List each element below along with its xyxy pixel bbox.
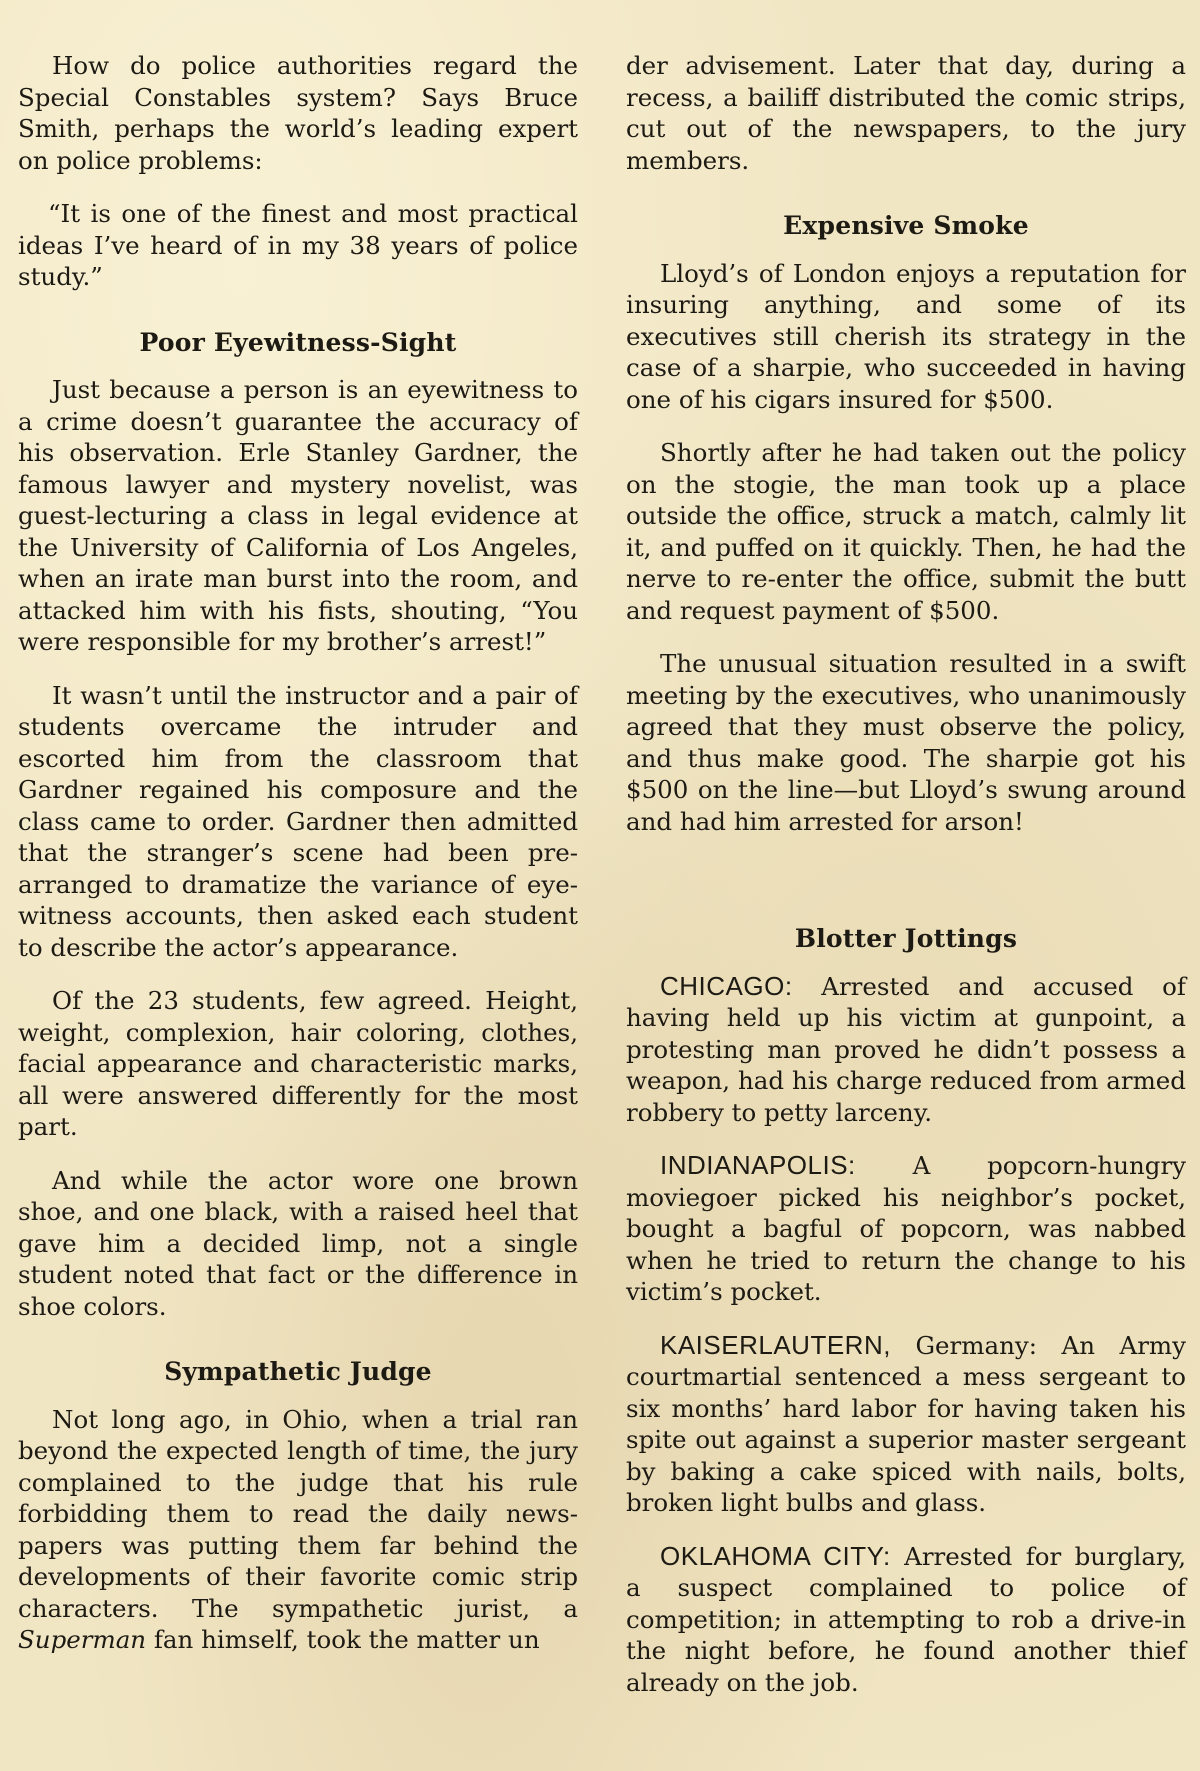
- heading-sympathetic-judge: Sympathetic Judge: [164, 1357, 432, 1386]
- blotter-place-kaiserlautern: KAISERLAUTERN,: [660, 1329, 891, 1360]
- blotter-text-chicago: Arrested and accused of having held up his victim at gunpoint, a protesting man proved he didn’t possess a weapon, had his charge reduced from armed robbery to petty larceny.: [626, 971, 1186, 1127]
- blotter-item-oklahoma-city: [626, 1541, 1186, 1699]
- blotter-text-indianapolis: A popcorn-hungry moviegoer picked his neighbor’s pocket, bought a bagful of popcorn, was nabbed when he tried to return the change to his victim’s pocket.: [626, 1151, 1186, 1306]
- heading-poor-eyewitness-sight: Poor Eyewitness-Sight: [139, 327, 457, 357]
- heading-expensive-smoke: Expensive Smoke: [783, 211, 1029, 240]
- blotter-place-indianapolis: INDIANAPOLIS:: [660, 1150, 856, 1180]
- judge-paragraph: [18, 1404, 578, 1656]
- eyewitness-paragraph-4: And while the actor wore one brown shoe, and one black, with a raised heel that gave him a decided limp, not a single student noted that fact or the difference in shoe colors.: [18, 1165, 578, 1321]
- blotter-item-kaiserlautern: [626, 1330, 1186, 1519]
- blotter-text-oklahoma-city: Arrested for burglary, a suspect complained to police of competition; in attempting to rob a drive-in the night before, he found another thief already on the job.: [626, 1541, 1187, 1697]
- judge-continuation-paragraph: der advisement. Later that day, during a recess, a bailiff distributed the comic strips, cut out of the newspapers, to the jury members.: [626, 51, 1186, 175]
- blotter-place-oklahoma-city: OKLAHOMA CITY:: [660, 1540, 891, 1571]
- section-spacer: [626, 859, 1186, 889]
- intro-paragraph: How do police authorities regard the Special Constables system? Says Bruce Smith, perhaps the world’s leading expert on police problems:: [18, 51, 578, 175]
- eyewitness-paragraph-2: It wasn’t until the instructor and a pair of students overcame the intruder and escorted him from the classroom that Gardner regained his composure and the class came to order. Gardner then admitted that the stranger’s scene had been prearranged to dramatize the variance of eyewitness accounts, then asked each student to describe the actor’s appearance.: [18, 680, 578, 962]
- smoke-paragraph-2: Shortly after he had taken out the policy on the stogie, the man took up a place outside the office, struck a match, calmly lit it, and puffed on it quickly. Then, he had the nerve to re-enter the office, submit the butt and request payment of $500.: [626, 438, 1186, 625]
- superman-italic: Superman: [18, 1625, 147, 1654]
- smoke-paragraph-3: The unusual situation resulted in a swift meeting by the executives, who unanimously agreed that they must observe the policy, and thus make good. The sharpie got his $500 on the line—but Lloyd’s swung around and had him arrested for arson!: [626, 649, 1186, 836]
- left-column: [18, 50, 578, 1750]
- quote-paragraph: “It is one of the finest and most practical ideas I’ve heard of in my 38 years of police study.”: [18, 199, 578, 291]
- magazine-page: [18, 50, 1186, 1750]
- judge-text-end: fan himself, took the matter un: [146, 1625, 540, 1654]
- heading-blotter-jottings: Blotter Jottings: [794, 924, 1018, 953]
- blotter-text-kaiserlautern: Germany: An Army courtmartial sentenced a mess sergeant to six months’ hard labor for having taken his spite out against a superior master sergeant by baking a cake spiced with nails, bolts, broken light bulbs and glass.: [626, 1330, 1186, 1517]
- judge-text-start: Not long ago, in Ohio, when a trial ran beyond the expected length of time, the jury complained to the judge that his rule forbidding them to read the daily newspapers was putting them far behind the developments of their favorite comic strip characters. The sympathetic jurist, a: [18, 1404, 578, 1623]
- right-column: [626, 50, 1186, 1750]
- blotter-place-chicago: CHICAGO:: [660, 970, 793, 1001]
- blotter-item-chicago: [626, 971, 1186, 1129]
- smoke-paragraph-1: Lloyd’s of London enjoys a reputation for insuring anything, and some of its executives still cherish its strategy in the case of a sharpie, who succeeded in having one of his cigars insured for $500.: [626, 258, 1186, 414]
- eyewitness-paragraph-1: Just because a person is an eyewitness to a crime doesn’t guarantee the accuracy of his observation. Erle Stanley Gardner, the famous lawyer and mystery novelist, was guest-lecturing a class in legal evidence at the University of California of Los Angeles, when an irate man burst into the room, and attacked him with his fists, shouting, “You were responsible for my brother’s arrest!”: [18, 375, 578, 656]
- eyewitness-paragraph-3: Of the 23 students, few agreed. Height, weight, complexion, hair coloring, clothes, facial appearance and characteristic marks, all were answered differently for the most part.: [18, 986, 578, 1141]
- blotter-item-indianapolis: [626, 1150, 1186, 1308]
